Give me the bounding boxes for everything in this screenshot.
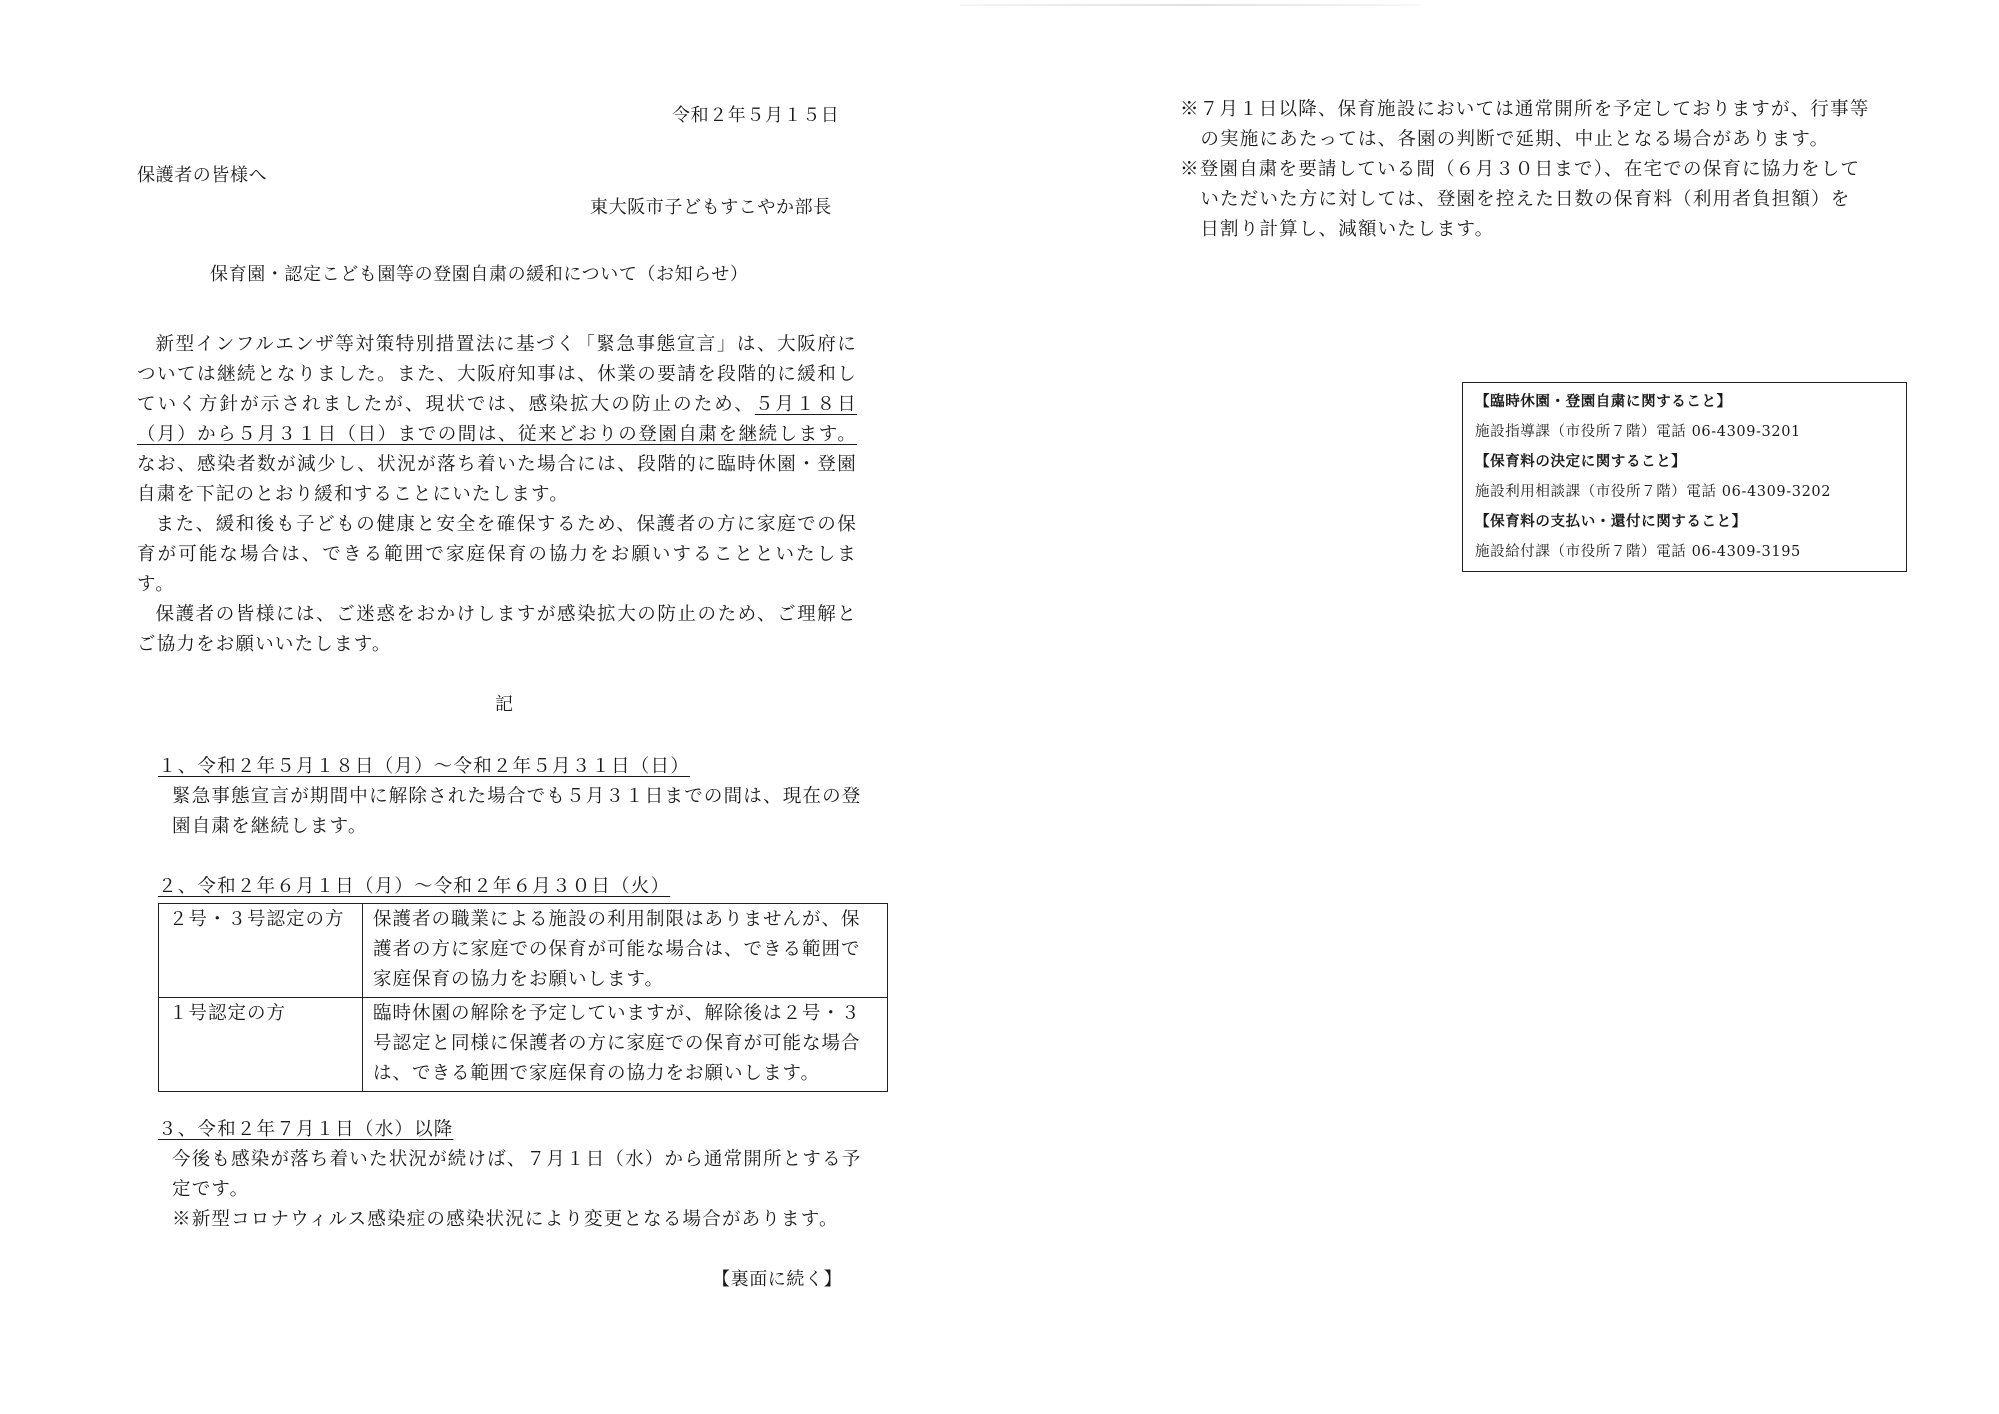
paragraph-1 [137, 330, 857, 510]
paragraph-1-underlined: ５月１８日（月）から５月３１日（日）までの間は、従来どおりの登園自粛を継続します。 [137, 394, 857, 445]
contact-detail: 施設利用相談課（市役所７階）電話 06-4309-3202 [1475, 484, 1832, 500]
paragraph-1-tail: なお、感染者数が減少し、状況が落ち着いた場合には、段階的に臨時休園・登園自粛を下記のとおり緩和することにいたします。 [137, 454, 857, 505]
document-title: 保育園・認定こども園等の登園自粛の緩和について（お知らせ） [210, 264, 749, 285]
table-row [159, 998, 888, 1092]
paragraph-3: 保護者の皆様には、ご迷惑をおかけしますが感染拡大の防止のため、ご理解とご協力をお願いいたします。 [137, 604, 857, 655]
note-item: ※７月１日以降、保育施設においては通常開所を予定しておりますが、行事等の実施にあたっては、各園の判断で延期、中止となる場合があります。 [1180, 99, 1870, 150]
contact-box [1462, 382, 1907, 572]
contact-heading: 【臨時休園・登園自粛に関すること】 [1475, 393, 1732, 410]
table-row [159, 904, 888, 998]
table-cell-category: ２号・３号認定の方 [159, 904, 363, 998]
paragraph-2: また、緩和後も子どもの健康と安全を確保するため、保護者の方に家庭での保育が可能な場合は、できる範囲で家庭保育の協力をお願いすることといたします。 [137, 514, 857, 595]
ki-heading: 記 [495, 694, 514, 715]
table-cell-text: 保護者の職業による施設の利用制限はありませんが、保護者の方に家庭での保育が可能な場合は、できる範囲で家庭保育の協力をお願いします。 [363, 904, 888, 998]
paragraph-1-lead: 新型インフルエンザ等対策特別措置法に基づく「緊急事態宣言」は、大阪府については継続となりました。また、大阪府知事は、休業の要請を段階的に緩和していく方針が示されましたが、現状では、感染拡大の防止のため、 [137, 334, 857, 415]
recipient: 保護者の皆様へ [137, 165, 268, 186]
section-1-body: 緊急事態宣言が期間中に解除された場合でも５月３１日までの間は、現在の登園自粛を継続します。 [172, 786, 862, 837]
contact-heading: 【保育料の支払い・還付に関すること】 [1475, 513, 1747, 530]
section-2-title: ２、令和２年６月１日（月）～令和２年６月３０日（火） [158, 876, 671, 897]
table-cell-category: １号認定の方 [159, 998, 363, 1092]
note-item: ※登園自粛を要請している間（６月３０日まで）、在宅での保育に協力をしていただいた方に対しては、登園を控えた日数の保育料（利用者負担額）を日割り計算し、減額いたします。 [1180, 159, 1861, 240]
table-cell-text: 臨時休園の解除を予定していますが、解除後は２号・３号認定と同様に保護者の方に家庭での保育が可能な場合は、できる範囲で家庭保育の協力をお願いします。 [363, 998, 888, 1092]
section-3-title: ３、令和２年７月１日（水）以降 [158, 1119, 454, 1140]
section-1-title: １、令和２年５月１８日（月）～令和２年５月３１日（日） [158, 756, 690, 777]
contact-detail: 施設指導課（市役所７階）電話 06-4309-3201 [1475, 424, 1801, 440]
section-3-body: 今後も感染が落ち着いた状況が続けば、７月１日（水）から通常開所とする予定です。 [172, 1149, 862, 1200]
page-back [1000, 0, 1999, 1414]
contact-heading: 【保育料の決定に関すること】 [1475, 453, 1687, 470]
continued-label: 【裏面に続く】 [712, 1269, 843, 1290]
sender: 東大阪市子どもすこやか部長 [590, 197, 832, 218]
notes-list [1180, 95, 1870, 245]
eligibility-table [158, 903, 888, 1092]
section-3-note: ※新型コロナウィルス感染症の感染状況により変更となる場合があります。 [172, 1209, 839, 1230]
contact-detail: 施設給付課（市役所７階）電話 06-4309-3195 [1475, 544, 1801, 560]
document-date: 令和２年５月１５日 [672, 105, 840, 126]
